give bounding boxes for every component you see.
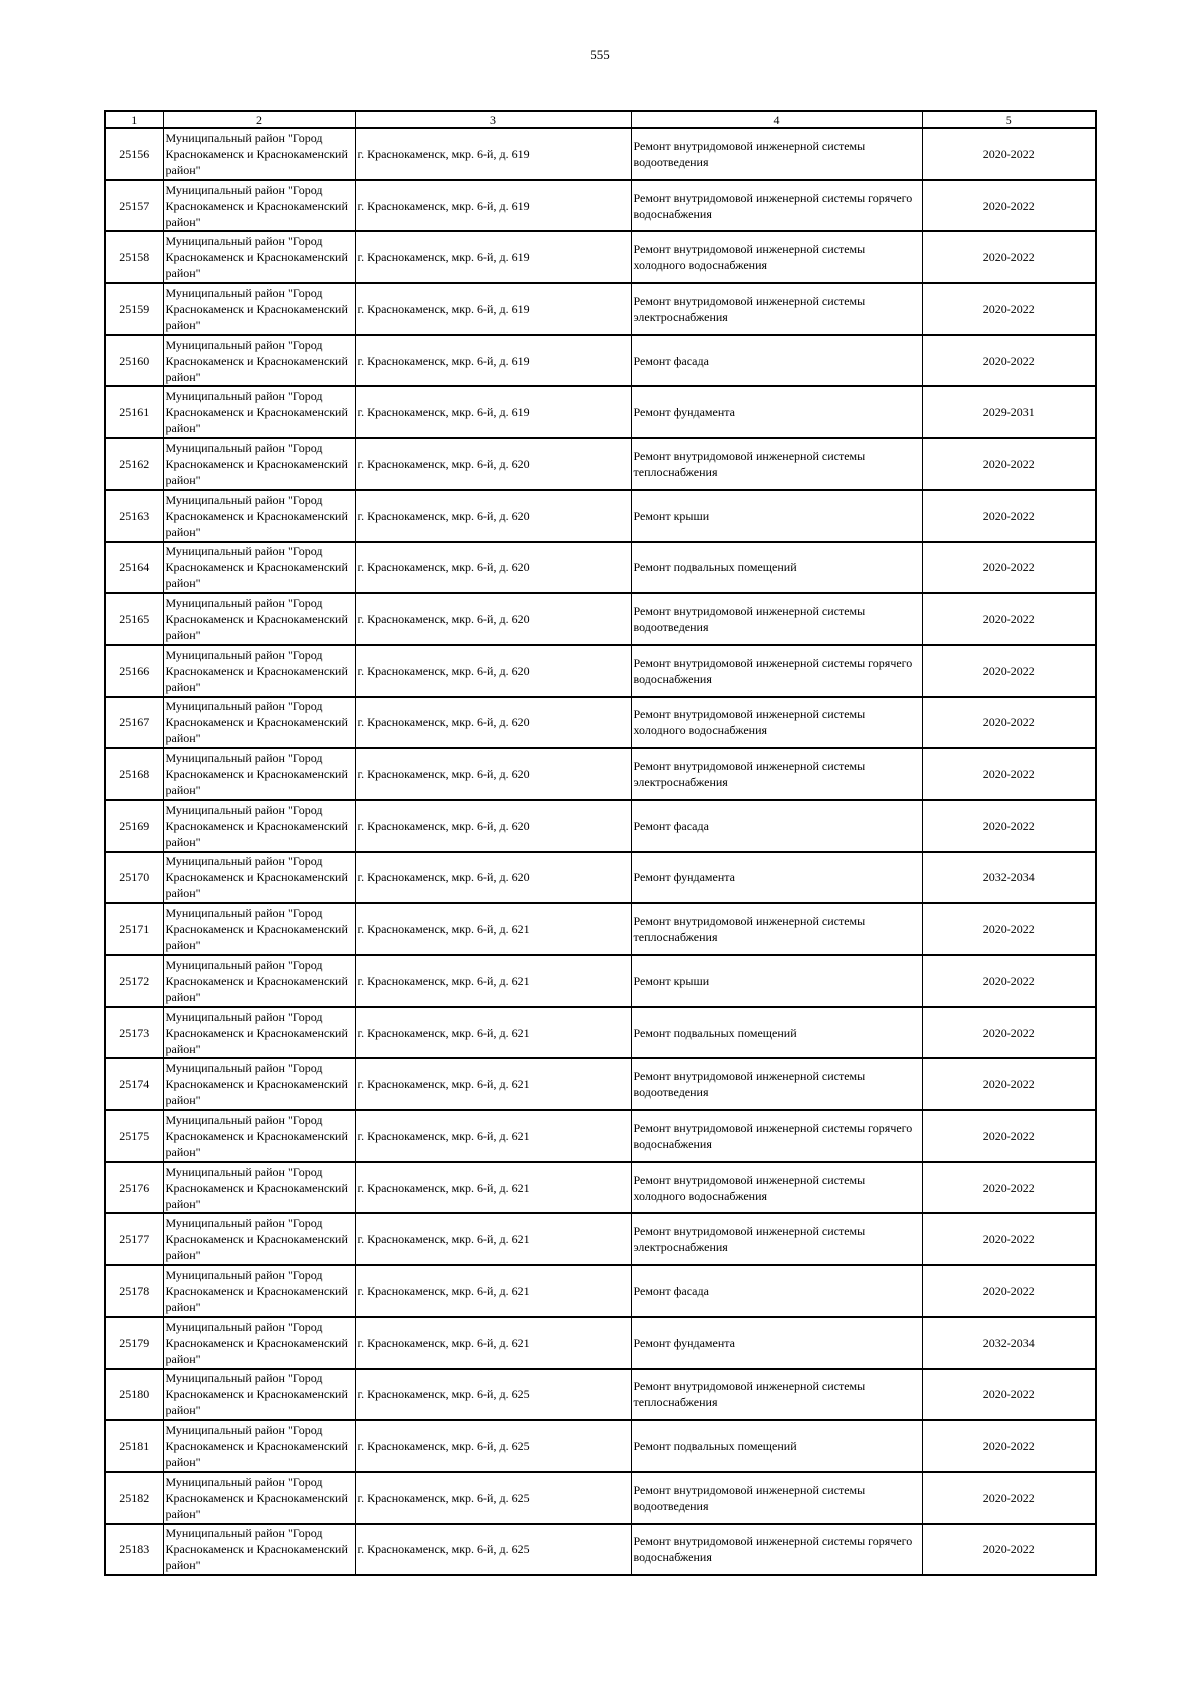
row-number: 25175 (105, 1110, 163, 1162)
table-row (105, 231, 1096, 283)
address-cell: г. Краснокаменск, мкр. 6-й, д. 621 (355, 955, 631, 1007)
address-cell: г. Краснокаменск, мкр. 6-й, д. 621 (355, 1007, 631, 1059)
municipality-cell: Муниципальный район "Город Краснокаменск и Краснокаменский район" (163, 490, 355, 542)
page-number: 555 (590, 47, 610, 62)
municipality-cell: Муниципальный район "Город Краснокаменск и Краснокаменский район" (163, 955, 355, 1007)
address-cell: г. Краснокаменск, мкр. 6-й, д. 625 (355, 1420, 631, 1472)
row-number: 25164 (105, 542, 163, 594)
address-cell: г. Краснокаменск, мкр. 6-й, д. 621 (355, 1265, 631, 1317)
work-type-cell: Ремонт внутридомовой инженерной системы теплоснабжения (631, 903, 922, 955)
table-row (105, 593, 1096, 645)
address-cell: г. Краснокаменск, мкр. 6-й, д. 619 (355, 283, 631, 335)
work-type-cell: Ремонт внутридомовой инженерной системы горячего водоснабжения (631, 1524, 922, 1576)
table-row (105, 1524, 1096, 1576)
table-row (105, 1007, 1096, 1059)
period-cell: 2020-2022 (922, 438, 1096, 490)
address-cell: г. Краснокаменск, мкр. 6-й, д. 619 (355, 231, 631, 283)
municipality-cell: Муниципальный район "Город Краснокаменск и Краснокаменский район" (163, 593, 355, 645)
table-row (105, 1420, 1096, 1472)
table-row (105, 697, 1096, 749)
period-cell: 2020-2022 (922, 1007, 1096, 1059)
municipality-cell: Муниципальный район "Город Краснокаменск и Краснокаменский район" (163, 1472, 355, 1524)
municipality-cell: Муниципальный район "Город Краснокаменск и Краснокаменский район" (163, 1369, 355, 1421)
municipality-cell: Муниципальный район "Город Краснокаменск и Краснокаменский район" (163, 645, 355, 697)
period-cell: 2020-2022 (922, 593, 1096, 645)
table-row (105, 1317, 1096, 1369)
address-cell: г. Краснокаменск, мкр. 6-й, д. 621 (355, 1058, 631, 1110)
row-number: 25160 (105, 335, 163, 387)
table-row (105, 335, 1096, 387)
municipality-cell: Муниципальный район "Город Краснокаменск и Краснокаменский район" (163, 697, 355, 749)
table-row (105, 128, 1096, 180)
municipality-cell: Муниципальный район "Город Краснокаменск и Краснокаменский район" (163, 438, 355, 490)
table-row (105, 748, 1096, 800)
period-cell: 2020-2022 (922, 1524, 1096, 1576)
period-cell: 2020-2022 (922, 283, 1096, 335)
period-cell: 2020-2022 (922, 800, 1096, 852)
period-cell: 2020-2022 (922, 697, 1096, 749)
column-header-5: 5 (922, 111, 1096, 128)
row-number: 25183 (105, 1524, 163, 1576)
address-cell: г. Краснокаменск, мкр. 6-й, д. 621 (355, 903, 631, 955)
work-type-cell: Ремонт подвальных помещений (631, 1007, 922, 1059)
work-type-cell: Ремонт внутридомовой инженерной системы водоотведения (631, 128, 922, 180)
period-cell: 2020-2022 (922, 231, 1096, 283)
address-cell: г. Краснокаменск, мкр. 6-й, д. 619 (355, 180, 631, 232)
address-cell: г. Краснокаменск, мкр. 6-й, д. 620 (355, 748, 631, 800)
period-cell: 2020-2022 (922, 1162, 1096, 1214)
period-cell: 2029-2031 (922, 386, 1096, 438)
table-row (105, 490, 1096, 542)
row-number: 25172 (105, 955, 163, 1007)
row-number: 25178 (105, 1265, 163, 1317)
work-type-cell: Ремонт внутридомовой инженерной системы холодного водоснабжения (631, 1162, 922, 1214)
work-type-cell: Ремонт фундамента (631, 852, 922, 904)
period-cell: 2020-2022 (922, 180, 1096, 232)
row-number: 25158 (105, 231, 163, 283)
row-number: 25174 (105, 1058, 163, 1110)
row-number: 25165 (105, 593, 163, 645)
period-cell: 2032-2034 (922, 852, 1096, 904)
table-row (105, 800, 1096, 852)
row-number: 25171 (105, 903, 163, 955)
table-body (105, 128, 1096, 1575)
work-type-cell: Ремонт внутридомовой инженерной системы водоотведения (631, 1058, 922, 1110)
table-row (105, 852, 1096, 904)
row-number: 25179 (105, 1317, 163, 1369)
period-cell: 2020-2022 (922, 1213, 1096, 1265)
period-cell: 2020-2022 (922, 1369, 1096, 1421)
municipality-cell: Муниципальный район "Город Краснокаменск и Краснокаменский район" (163, 1420, 355, 1472)
column-header-2: 2 (163, 111, 355, 128)
work-type-cell: Ремонт внутридомовой инженерной системы холодного водоснабжения (631, 231, 922, 283)
work-type-cell: Ремонт внутридомовой инженерной системы горячего водоснабжения (631, 645, 922, 697)
municipality-cell: Муниципальный район "Город Краснокаменск и Краснокаменский район" (163, 800, 355, 852)
work-type-cell: Ремонт внутридомовой инженерной системы теплоснабжения (631, 1369, 922, 1421)
row-number: 25180 (105, 1369, 163, 1421)
row-number: 25169 (105, 800, 163, 852)
address-cell: г. Краснокаменск, мкр. 6-й, д. 620 (355, 852, 631, 904)
column-header-4: 4 (631, 111, 922, 128)
municipality-cell: Муниципальный район "Город Краснокаменск и Краснокаменский район" (163, 852, 355, 904)
period-cell: 2020-2022 (922, 1110, 1096, 1162)
header-row (105, 111, 1096, 128)
address-cell: г. Краснокаменск, мкр. 6-й, д. 620 (355, 645, 631, 697)
work-type-cell: Ремонт внутридомовой инженерной системы электроснабжения (631, 1213, 922, 1265)
work-type-cell: Ремонт подвальных помещений (631, 1420, 922, 1472)
address-cell: г. Краснокаменск, мкр. 6-й, д. 620 (355, 542, 631, 594)
period-cell: 2020-2022 (922, 748, 1096, 800)
work-type-cell: Ремонт внутридомовой инженерной системы горячего водоснабжения (631, 1110, 922, 1162)
period-cell: 2020-2022 (922, 542, 1096, 594)
work-type-cell: Ремонт фундамента (631, 1317, 922, 1369)
table-row (105, 645, 1096, 697)
registry-table (104, 110, 1097, 1576)
address-cell: г. Краснокаменск, мкр. 6-й, д. 620 (355, 800, 631, 852)
row-number: 25181 (105, 1420, 163, 1472)
address-cell: г. Краснокаменск, мкр. 6-й, д. 621 (355, 1317, 631, 1369)
municipality-cell: Муниципальный район "Город Краснокаменск и Краснокаменский район" (163, 1110, 355, 1162)
municipality-cell: Муниципальный район "Город Краснокаменск и Краснокаменский район" (163, 1317, 355, 1369)
table-row (105, 283, 1096, 335)
work-type-cell: Ремонт внутридомовой инженерной системы водоотведения (631, 593, 922, 645)
municipality-cell: Муниципальный район "Город Краснокаменск и Краснокаменский район" (163, 903, 355, 955)
table-row (105, 903, 1096, 955)
address-cell: г. Краснокаменск, мкр. 6-й, д. 621 (355, 1213, 631, 1265)
row-number: 25163 (105, 490, 163, 542)
period-cell: 2020-2022 (922, 903, 1096, 955)
table-row (105, 1265, 1096, 1317)
row-number: 25170 (105, 852, 163, 904)
period-cell: 2020-2022 (922, 1058, 1096, 1110)
period-cell: 2020-2022 (922, 335, 1096, 387)
work-type-cell: Ремонт фасада (631, 800, 922, 852)
row-number: 25167 (105, 697, 163, 749)
municipality-cell: Муниципальный район "Город Краснокаменск и Краснокаменский район" (163, 1265, 355, 1317)
municipality-cell: Муниципальный район "Город Краснокаменск и Краснокаменский район" (163, 1213, 355, 1265)
address-cell: г. Краснокаменск, мкр. 6-й, д. 619 (355, 335, 631, 387)
work-type-cell: Ремонт подвальных помещений (631, 542, 922, 594)
municipality-cell: Муниципальный район "Город Краснокаменск и Краснокаменский район" (163, 386, 355, 438)
period-cell: 2020-2022 (922, 128, 1096, 180)
address-cell: г. Краснокаменск, мкр. 6-й, д. 619 (355, 386, 631, 438)
table-row (105, 1058, 1096, 1110)
table-row (105, 180, 1096, 232)
municipality-cell: Муниципальный район "Город Краснокаменск и Краснокаменский район" (163, 1162, 355, 1214)
municipality-cell: Муниципальный район "Город Краснокаменск и Краснокаменский район" (163, 1524, 355, 1576)
municipality-cell: Муниципальный район "Город Краснокаменск и Краснокаменский район" (163, 231, 355, 283)
work-type-cell: Ремонт фундамента (631, 386, 922, 438)
table-row (105, 1110, 1096, 1162)
period-cell: 2020-2022 (922, 1472, 1096, 1524)
address-cell: г. Краснокаменск, мкр. 6-й, д. 619 (355, 128, 631, 180)
municipality-cell: Муниципальный район "Город Краснокаменск и Краснокаменский район" (163, 283, 355, 335)
table-row (105, 542, 1096, 594)
address-cell: г. Краснокаменск, мкр. 6-й, д. 620 (355, 697, 631, 749)
row-number: 25173 (105, 1007, 163, 1059)
table-row (105, 1162, 1096, 1214)
period-cell: 2020-2022 (922, 1420, 1096, 1472)
row-number: 25168 (105, 748, 163, 800)
work-type-cell: Ремонт внутридомовой инженерной системы электроснабжения (631, 748, 922, 800)
table-row (105, 1472, 1096, 1524)
row-number: 25156 (105, 128, 163, 180)
row-number: 25166 (105, 645, 163, 697)
address-cell: г. Краснокаменск, мкр. 6-й, д. 625 (355, 1472, 631, 1524)
table-row (105, 438, 1096, 490)
municipality-cell: Муниципальный район "Город Краснокаменск и Краснокаменский район" (163, 180, 355, 232)
row-number: 25177 (105, 1213, 163, 1265)
period-cell: 2020-2022 (922, 955, 1096, 1007)
municipality-cell: Муниципальный район "Город Краснокаменск и Краснокаменский район" (163, 1007, 355, 1059)
work-type-cell: Ремонт крыши (631, 955, 922, 1007)
municipality-cell: Муниципальный район "Город Краснокаменск и Краснокаменский район" (163, 542, 355, 594)
address-cell: г. Краснокаменск, мкр. 6-й, д. 620 (355, 438, 631, 490)
work-type-cell: Ремонт внутридомовой инженерной системы теплоснабжения (631, 438, 922, 490)
address-cell: г. Краснокаменск, мкр. 6-й, д. 625 (355, 1369, 631, 1421)
row-number: 25162 (105, 438, 163, 490)
table-row (105, 386, 1096, 438)
work-type-cell: Ремонт фасада (631, 335, 922, 387)
address-cell: г. Краснокаменск, мкр. 6-й, д. 621 (355, 1110, 631, 1162)
table-row (105, 1369, 1096, 1421)
work-type-cell: Ремонт внутридомовой инженерной системы водоотведения (631, 1472, 922, 1524)
period-cell: 2020-2022 (922, 490, 1096, 542)
row-number: 25157 (105, 180, 163, 232)
row-number: 25176 (105, 1162, 163, 1214)
municipality-cell: Муниципальный район "Город Краснокаменск и Краснокаменский район" (163, 748, 355, 800)
work-type-cell: Ремонт внутридомовой инженерной системы горячего водоснабжения (631, 180, 922, 232)
address-cell: г. Краснокаменск, мкр. 6-й, д. 620 (355, 490, 631, 542)
row-number: 25159 (105, 283, 163, 335)
address-cell: г. Краснокаменск, мкр. 6-й, д. 625 (355, 1524, 631, 1576)
municipality-cell: Муниципальный район "Город Краснокаменск и Краснокаменский район" (163, 128, 355, 180)
table-row (105, 1213, 1096, 1265)
period-cell: 2020-2022 (922, 645, 1096, 697)
address-cell: г. Краснокаменск, мкр. 6-й, д. 621 (355, 1162, 631, 1214)
row-number: 25161 (105, 386, 163, 438)
period-cell: 2032-2034 (922, 1317, 1096, 1369)
row-number: 25182 (105, 1472, 163, 1524)
table-row (105, 955, 1096, 1007)
period-cell: 2020-2022 (922, 1265, 1096, 1317)
column-header-1: 1 (105, 111, 163, 128)
municipality-cell: Муниципальный район "Город Краснокаменск и Краснокаменский район" (163, 1058, 355, 1110)
work-type-cell: Ремонт крыши (631, 490, 922, 542)
work-type-cell: Ремонт внутридомовой инженерной системы электроснабжения (631, 283, 922, 335)
work-type-cell: Ремонт фасада (631, 1265, 922, 1317)
municipality-cell: Муниципальный район "Город Краснокаменск и Краснокаменский район" (163, 335, 355, 387)
work-type-cell: Ремонт внутридомовой инженерной системы холодного водоснабжения (631, 697, 922, 749)
column-header-3: 3 (355, 111, 631, 128)
address-cell: г. Краснокаменск, мкр. 6-й, д. 620 (355, 593, 631, 645)
